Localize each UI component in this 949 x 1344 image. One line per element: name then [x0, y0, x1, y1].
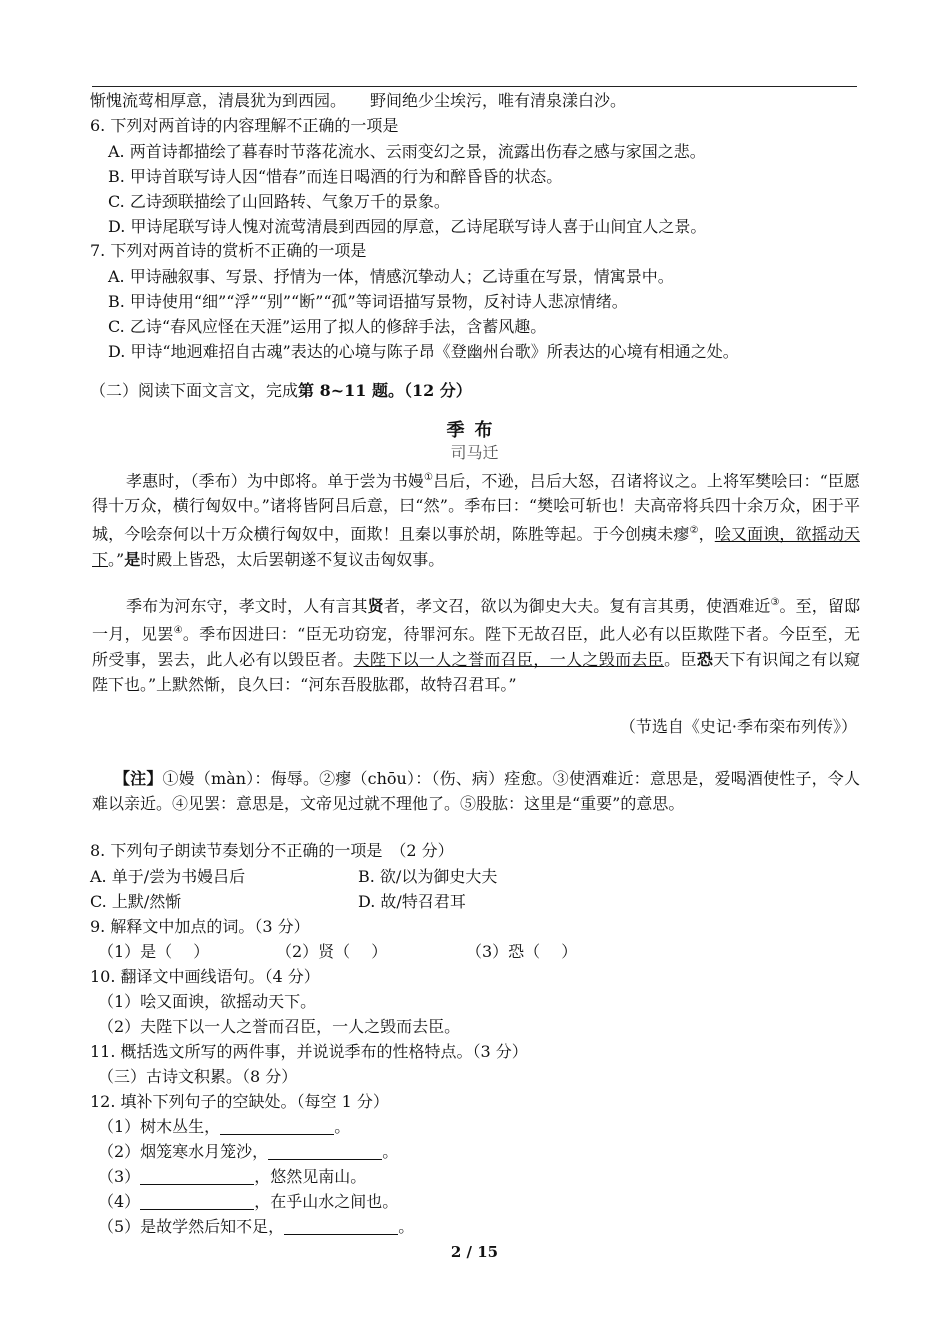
note-text: ①嫚（màn）：侮辱。②瘳（chōu）：（伤、病）痊愈。③使酒难近：意思是，爱喝酒使性子，令人难以亲近。④见罢：意思是，文帝见过就不理他了。⑤股肱：这里是“重要”的意思。 — [92, 769, 860, 813]
header-rule — [92, 86, 857, 87]
note-ref-4: ④ — [173, 625, 183, 637]
q12-blank-2[interactable] — [268, 1143, 382, 1160]
article-paragraph-1 — [92, 465, 860, 572]
q9-item-3: （3）恐（ ） — [466, 942, 578, 961]
q9-item-1: （1）是（ ） — [98, 942, 210, 961]
section-2-text: （二）阅读下面文言文，完成 — [90, 381, 299, 400]
section-3-heading: （三）古诗文积累。（8 分） — [98, 1067, 298, 1086]
dotted-word-xian: 贤 — [367, 596, 384, 616]
p2-text-a: 季布为河东守，孝文时，人有言其 — [126, 596, 368, 616]
p2-text-h: 天下有识闻之有以窥陛下也。”上默然惭，良久曰：“河东吾股肱郡，故特召君耳。” — [92, 649, 860, 694]
q12-item-3-text: （3） — [98, 1167, 141, 1186]
p1-text-b: 吕后，不逊，吕后大怒，召诸将议之。上将军樊哙曰：“臣愿得十万众，横行匈奴中。”诸将皆阿吕后意，曰“然”。季布曰：“樊哙可斩也！夫高帝将兵四十余万众，困于平城，今哙奈何以十万众横行匈奴中，面欺！且秦以事於胡，陈胜等起。于今创痍未瘳 — [92, 471, 860, 544]
note-ref-2: ② — [689, 525, 699, 537]
q9-item-2: （2）贤（ ） — [276, 942, 388, 961]
page-number: 2 / 15 — [450, 1243, 499, 1261]
q12-item-1-end: 。 — [334, 1117, 351, 1136]
note-label: 【注】 — [114, 769, 163, 788]
q6-option-b: B. 甲诗首联写诗人因“惜春”而连日喝酒的行为和醉昏昏的状态。 — [108, 167, 563, 186]
p1-text-f: 时殿上皆恐，太后罢朝遂不复议击匈奴事。 — [140, 549, 445, 569]
q12-item-4-text: （4） — [98, 1192, 141, 1211]
q12-item-4 — [98, 1191, 398, 1213]
dotted-word-shi: 是 — [124, 549, 141, 569]
q11-stem: 11. 概括选文所写的两件事，并说说季布的性格特点。（3 分） — [90, 1042, 528, 1061]
dotted-word-kong: 恐 — [696, 649, 714, 669]
q6-option-a: A. 两首诗都描绘了暮春时节落花流水、云雨变幻之景，流露出伤春之感与家国之悲。 — [108, 142, 706, 161]
q6-option-c: C. 乙诗颈联描绘了山回路转、气象万千的景象。 — [108, 192, 450, 211]
q8-stem: 8. 下列句子朗读节奏划分不正确的一项是 （2 分） — [90, 841, 454, 860]
q7-option-a: A. 甲诗融叙事、写景、抒情为一体，情感沉挚动人；乙诗重在写景，情寓景中。 — [108, 267, 674, 286]
article-source: （节选自《史记·季布栾布列传》） — [619, 717, 857, 736]
q12-item-4-end: ，在乎山水之间也。 — [254, 1192, 399, 1211]
q12-item-1-text: （1）树木丛生， — [98, 1117, 221, 1136]
q7-option-b: B. 甲诗使用“细”“浮”“别”“断”“孤”等词语描写景物，反衬诗人悲凉情绪。 — [108, 292, 628, 311]
q10-item-1: （1）哙又面谀，欲摇动天下。 — [98, 992, 317, 1011]
p2-underlined-sentence: 夫陛下以一人之誉而召臣，一人之毁而去臣 — [353, 649, 665, 669]
q8-option-d: D. 故/特召君耳 — [358, 892, 466, 911]
q12-blank-5[interactable] — [284, 1218, 398, 1235]
q12-item-3-end: ，悠然见南山。 — [254, 1167, 367, 1186]
annotation-note — [92, 766, 860, 816]
section-2-range: 第 8~11 题。（12 分） — [298, 381, 472, 400]
q7-option-d: D. 甲诗“地迥难招自古魂”表达的心境与陈子昂《登幽州台歌》所表达的心境有相通之处。 — [108, 342, 739, 361]
q7-stem: 7. 下列对两首诗的赏析不正确的一项是 — [90, 241, 367, 260]
q9-stem: 9. 解释文中加点的词。（3 分） — [90, 917, 310, 936]
q12-blank-3[interactable] — [140, 1168, 254, 1185]
p2-text-d: 。至，留邸一月，见罢 — [92, 596, 860, 644]
q10-stem: 10. 翻译文中画线语句。（4 分） — [90, 967, 320, 986]
article-title: 季布 — [446, 420, 503, 441]
note-ref-3: ③ — [770, 597, 780, 608]
q12-item-2-text: （2）烟笼寒水月笼沙， — [98, 1142, 269, 1161]
p1-text-d: 。” — [108, 549, 125, 569]
q10-item-2: （2）夫陛下以一人之誉而召臣，一人之毁而去臣。 — [98, 1017, 461, 1036]
q6-stem: 6. 下列对两首诗的内容理解不正确的一项是 — [90, 116, 399, 135]
section-2-heading — [90, 380, 472, 402]
q12-blank-4[interactable] — [140, 1193, 254, 1210]
p2-text-c: 者，孝文召，欲以为御史大夫。复有言其勇，使酒难近 — [383, 596, 771, 616]
article-author: 司马迁 — [450, 443, 499, 462]
q12-item-5-text: （5）是故学然后知不足， — [98, 1217, 285, 1236]
q12-blank-1[interactable] — [220, 1118, 334, 1135]
q12-item-2-end: 。 — [382, 1142, 399, 1161]
p1-text-c: ， — [698, 524, 715, 544]
q12-item-2 — [98, 1141, 398, 1163]
q7-option-c: C. 乙诗“春风应怪在天涯”运用了拟人的修辞手法，含蓄风趣。 — [108, 317, 547, 336]
poem-end-line: 惭愧流莺相厚意，清晨犹为到西园。 野间绝少尘埃污，唯有清泉漾白沙。 — [90, 91, 627, 110]
p2-text-e: 。季布因进曰：“臣无功窃宠，待罪河东。陛下无故召臣，此人必有以臣欺陛下者。今臣至，无所受事，罢去，此人必有以毁臣者。 — [92, 624, 860, 669]
q8-option-c: C. 上默/然惭 — [90, 892, 182, 911]
note-ref-1: ① — [424, 472, 434, 483]
q12-item-3 — [98, 1166, 366, 1188]
q8-option-a: A. 单于/尝为书嫚吕后 — [90, 867, 246, 886]
q6-option-d: D. 甲诗尾联写诗人愧对流莺清晨到西园的厚意，乙诗尾联写诗人喜于山间宜人之景。 — [108, 217, 707, 236]
q12-item-5-end: 。 — [398, 1217, 415, 1236]
q12-item-5 — [98, 1216, 414, 1238]
p1-underlined-sentence: 哙又面谀，欲摇动天下 — [92, 524, 860, 569]
article-paragraph-2 — [92, 590, 860, 697]
q12-item-1 — [98, 1116, 350, 1138]
p2-text-f: 。臣 — [664, 649, 697, 669]
q8-option-b: B. 欲/以为御史大夫 — [358, 867, 498, 886]
q12-stem: 12. 填补下列句子的空缺处。（每空 1 分） — [90, 1092, 389, 1111]
p1-text-a: 孝惠时，（季布）为中郎将。单于尝为书嫚 — [126, 471, 424, 491]
